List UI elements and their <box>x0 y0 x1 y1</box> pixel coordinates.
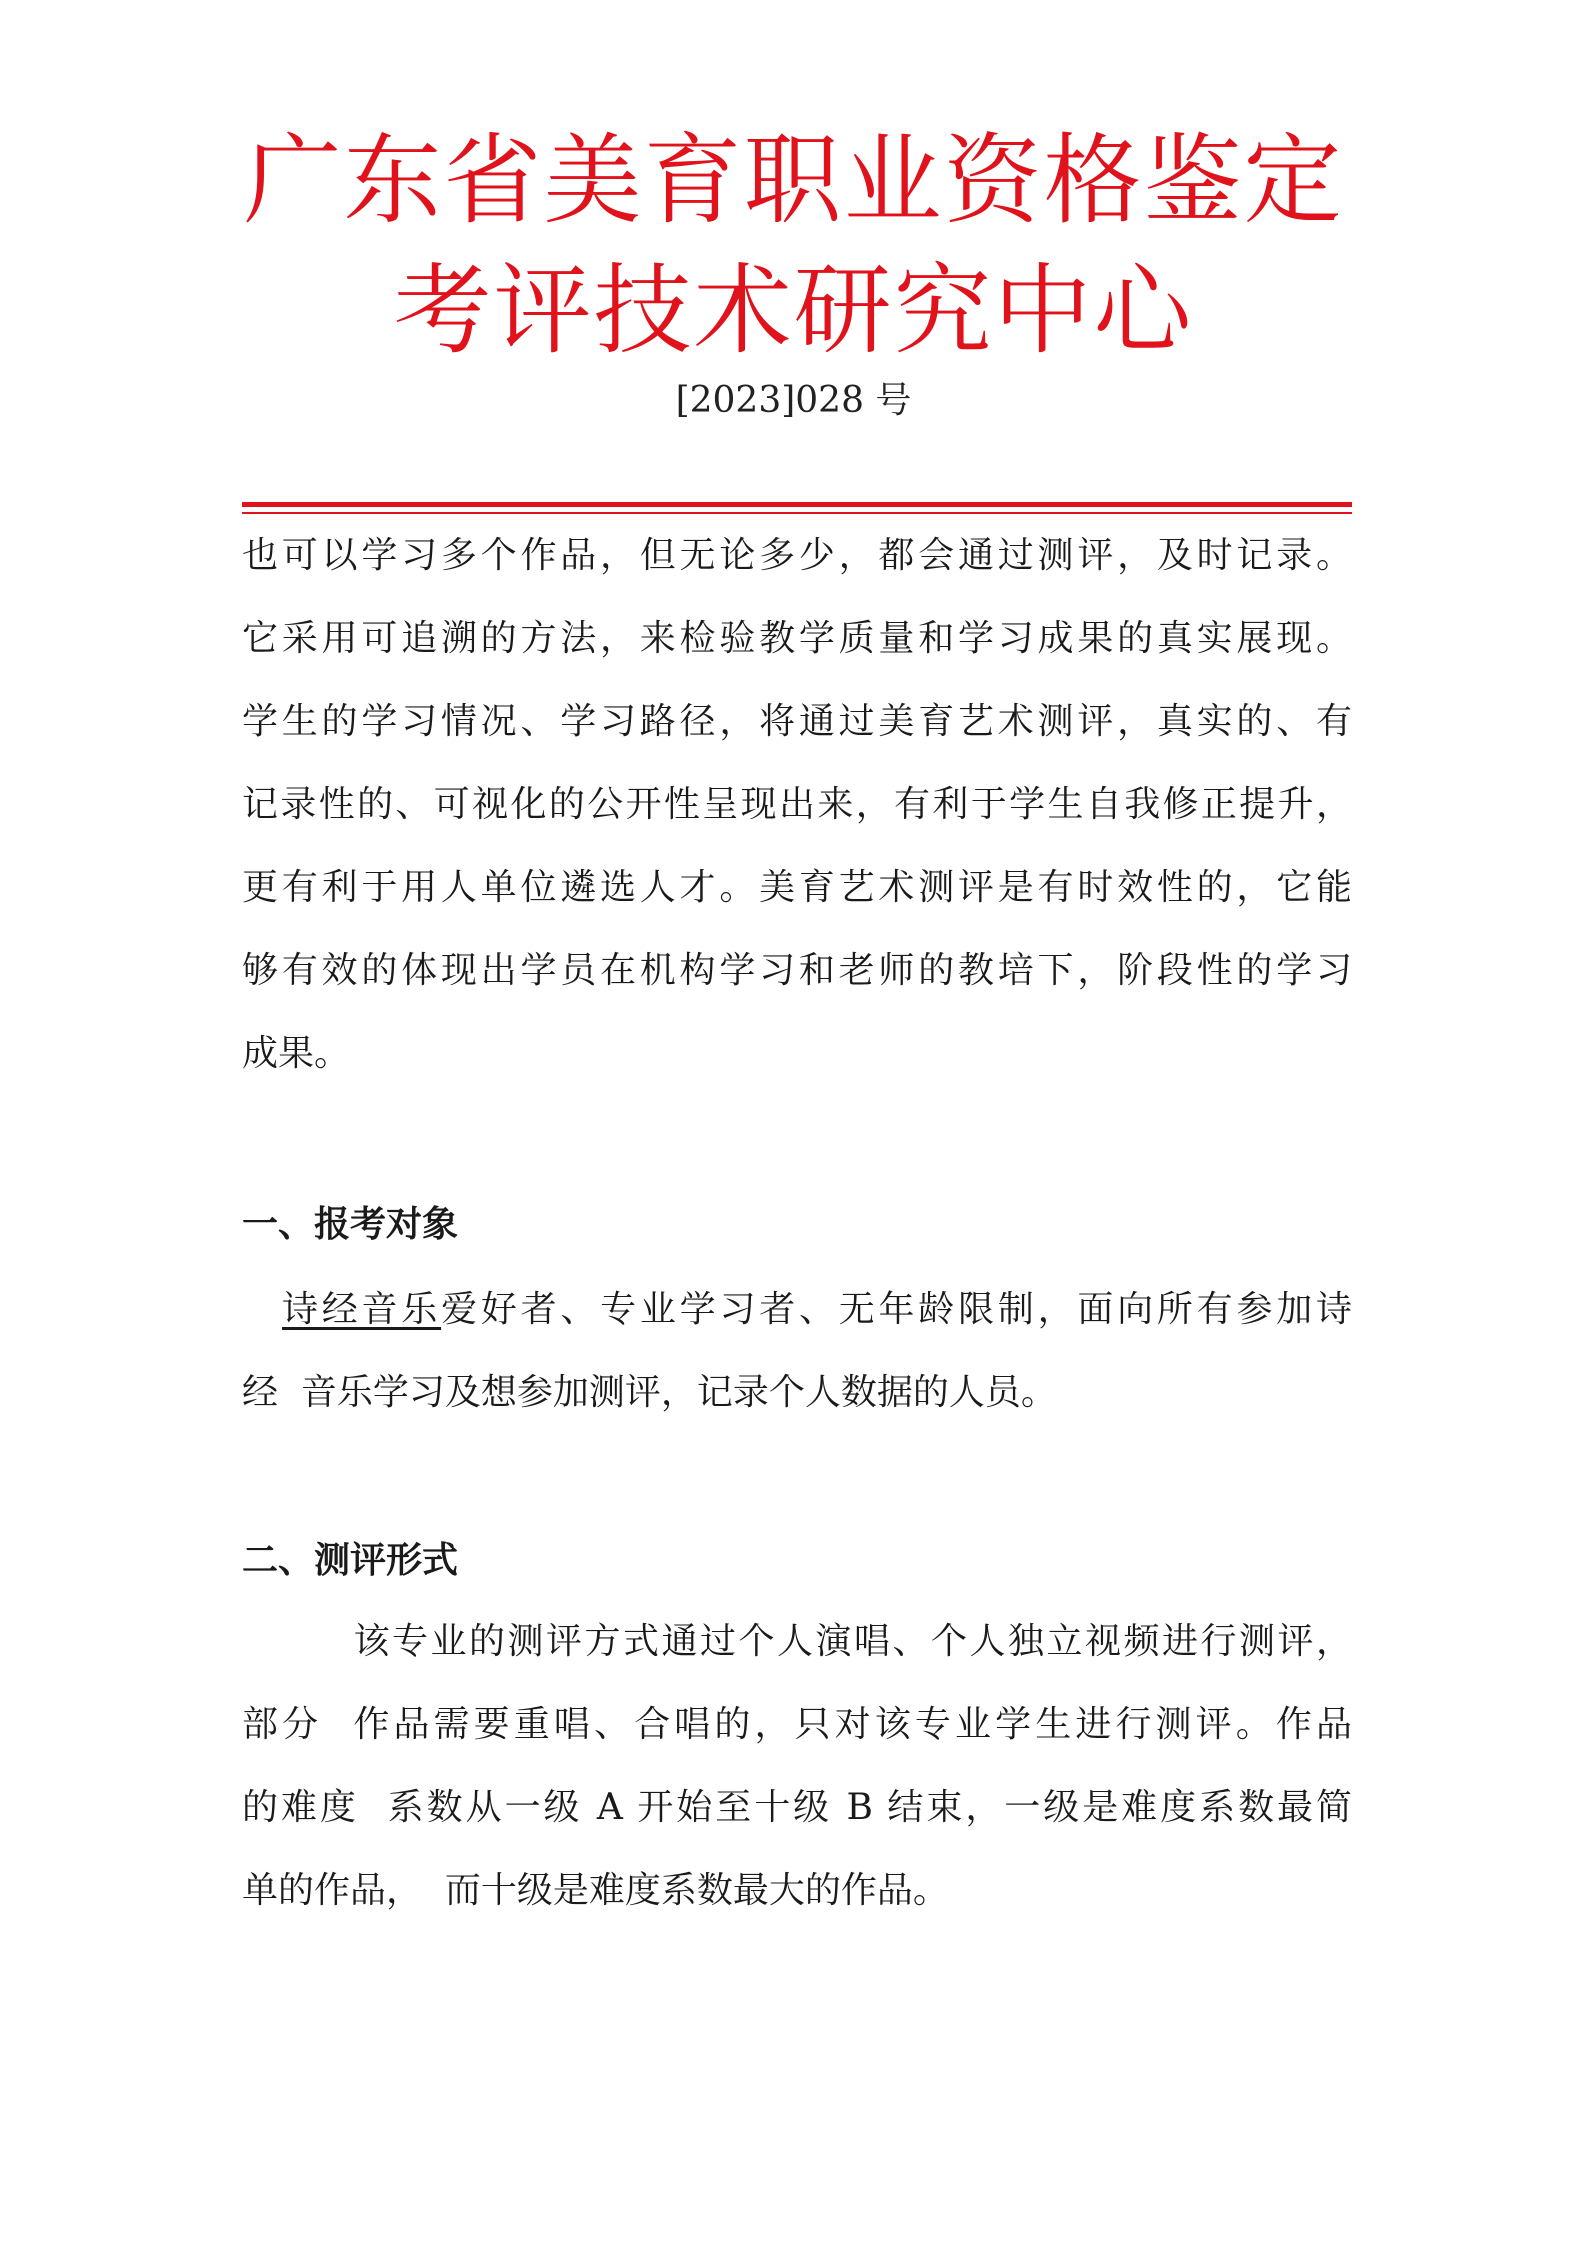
intro-line: 也可以学习多个作品，但无论多少，都会通过测评，及时记录。 <box>242 535 1352 576</box>
applicants-line-1 <box>242 1268 1352 1351</box>
intro-paragraph <box>242 514 1352 1095</box>
intro-line: 更有利于用人单位遴选人才。美育艺术测评是有时效性的，它能 <box>242 867 1352 908</box>
document-number: [2023]028 号 <box>675 380 912 421</box>
format-line: 的难度 系数从一级 A 开始至十级 B 结束，一级是难度系数最简 <box>242 1787 1352 1828</box>
red-header-rule-thick <box>242 502 1352 507</box>
org-title-line-1: 广东省美育职业资格鉴定 <box>243 124 1344 238</box>
underlined-term: 诗经音乐 <box>282 1289 442 1330</box>
format-line: 单的作品， 而十级是难度系数最大的作品。 <box>242 1870 949 1911</box>
intro-line: 它采用可追溯的方法，来检验教学质量和学习成果的真实展现。 <box>242 618 1352 659</box>
format-line: 部分 作品需要重唱、合唱的，只对该专业学生进行测评。作品 <box>242 1704 1352 1745</box>
section-heading-applicants: 一、报考对象 <box>242 1203 459 1245</box>
applicants-paragraph <box>242 1268 1352 1434</box>
applicants-line-2: 经 音乐学习及想参加测评，记录个人数据的人员。 <box>242 1372 1057 1413</box>
intro-line: 记录性的、可视化的公开性呈现出来，有利于学生自我修正提升， <box>242 784 1352 825</box>
applicants-line-1-text: 爱好者、专业学习者、无年龄限制，面向所有参加诗 <box>441 1289 1352 1330</box>
intro-line: 够有效的体现出学员在机构学习和老师的教培下，阶段性的学习 <box>242 950 1352 991</box>
org-title-line-2: 考评技术研究中心 <box>393 254 1194 368</box>
intro-line: 学生的学习情况、学习路径，将通过美育艺术测评，真实的、有 <box>242 701 1352 742</box>
format-paragraph <box>242 1600 1352 1932</box>
format-line: 该专业的测评方式通过个人演唱、个人独立视频进行测评， <box>242 1621 1352 1662</box>
section-heading-format: 二、测评形式 <box>242 1539 459 1581</box>
intro-line: 成果。 <box>242 1033 351 1074</box>
